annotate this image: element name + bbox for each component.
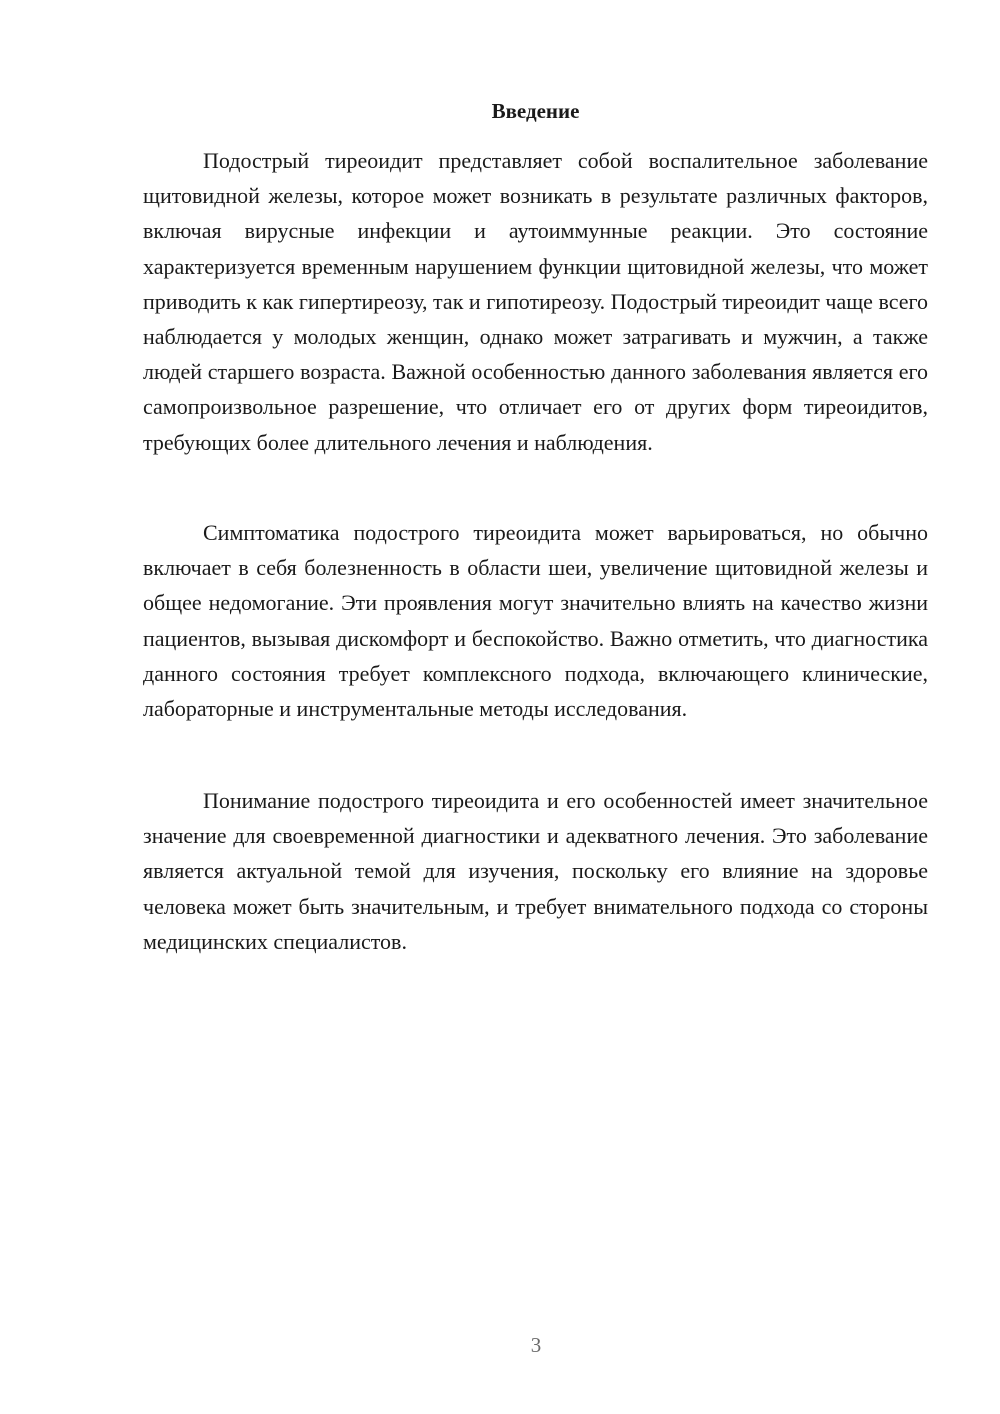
paragraph-significance: Понимание подострого тиреоидита и его особенностей имеет значительное значение для своевременной диагностики и адекватного лечения. Это заболевание является актуальной темой для изучения, поскольку его влияние на здоровье человека может быть значительным, и требует внимательного подхода со стороны медицинских специалистов.	[143, 788, 928, 954]
section-heading: Введение	[491, 99, 580, 123]
page-number: 3	[530, 1333, 542, 1357]
paragraph-intro: Подострый тиреоидит представляет собой воспалительное заболевание щитовидной железы, которое может возникать в результате различных факторов, включая вирусные инфекции и аутоиммунные реакции. Это состояние характеризуется временным нарушением функции щитовидной железы, что может приводить к как гипертиреозу, так и гипотиреозу. Подострый тиреоидит чаще всего наблюдается у молодых женщин, однако может затрагивать и мужчин, а также людей старшего возраста. Важной особенностью данного заболевания является его самопроизвольное разрешение, что отличает его от других форм тиреоидитов, требующих более длительного лечения и наблюдения.	[143, 148, 928, 455]
paragraph-symptoms: Симптоматика подострого тиреоидита может варьироваться, но обычно включает в себя болезненность в области шеи, увеличение щитовидной железы и общее недомогание. Эти проявления могут значительно влиять на качество жизни пациентов, вызывая дискомфорт и беспокойство. Важно отметить, что диагностика данного состояния требует комплексного подхода, включающего клинические, лабораторные и инструментальные методы исследования.	[143, 520, 928, 722]
